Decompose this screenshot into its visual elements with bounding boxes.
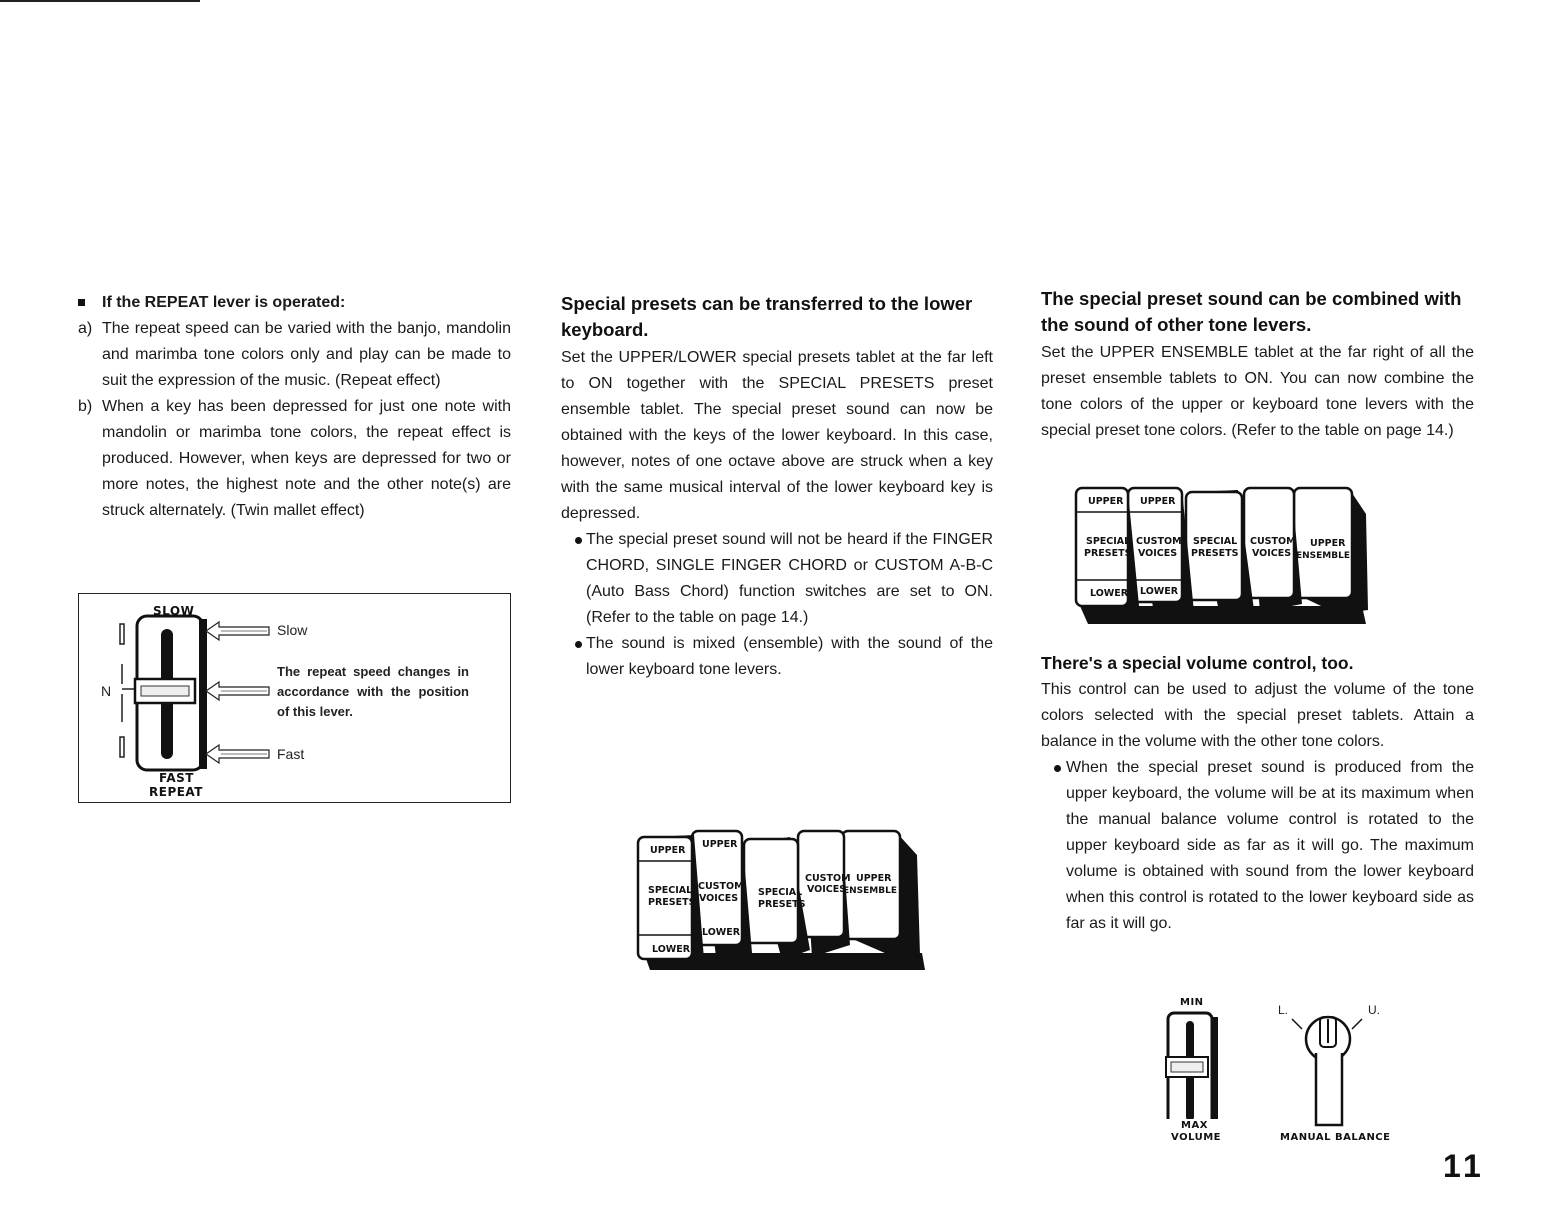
repeat-bottom-label: REPEAT [149, 785, 203, 799]
tablet-1-upper-label: UPPER [650, 845, 686, 856]
rt-tablet-3-special-label: SPECIAL [1193, 536, 1238, 547]
combined-sound-heading: The special preset sound can be combined with the sound of other tone levers. [1041, 288, 1462, 335]
tablet-4-custom-label: CUSTOM [805, 873, 851, 884]
middle-column [561, 291, 993, 683]
manual-balance-label: MANUAL BALANCE [1280, 1132, 1391, 1143]
middle-bullet-1 [561, 527, 993, 631]
tablet-3-special-label: SPECIAL [758, 887, 803, 898]
volume-control-heading: There's a special volume control, too. [1041, 653, 1354, 673]
combined-sound-paragraph: Set the UPPER ENSEMBLE tablet at the far right of all the preset ensemble tablets to ON. You can now combine the tone colors of the upper or keyboard tone levers with the special preset tone colors. (Refer to the table on page 14.) [1041, 344, 1474, 439]
tablet-3-presets-label: PRESETS [758, 899, 806, 910]
item-a-text: The repeat speed can be varied with the banjo, mandolin and marimba tone colors only and play can be made to suit the expression of the music. (Repeat effect) [102, 320, 511, 389]
rt-tablet-1-special-label: SPECIAL [1086, 536, 1131, 547]
volume-slider [1158, 1009, 1248, 1119]
slow-arrow-label: Slow [277, 622, 308, 638]
repeat-speed-description: The repeat speed changes in accordance with the position of this lever. [277, 664, 469, 719]
rt-tablet-1-presets-label: PRESETS [1084, 548, 1132, 559]
special-presets-paragraph: Set the UPPER/LOWER special presets tablet at the far left to ON together with the SPECIAL PRESETS preset ensemble tablet. The special preset sound can now be obtained with the keys of the lower keyboard. In this case, however, notes of one octave above are struck when a key with the same musical interval of the lower keyboard key is depressed. [561, 349, 993, 522]
bullet-dot-icon [1054, 765, 1061, 772]
preset-tablets-illustration-lower [632, 825, 927, 975]
tablet-2-custom-label: CUSTOM [698, 881, 744, 892]
slow-top-label: SLOW [153, 604, 195, 618]
rt-tablet-3-presets-label: PRESETS [1191, 548, 1239, 559]
rt-tablet-1-lower-label: LOWER [1090, 588, 1129, 599]
tablet-2-lower-label: LOWER [702, 927, 741, 938]
right-bullet-text: When the special preset sound is produced from the upper keyboard, the volume will be at its maximum when the manual balance volume control is rotated to the upper keyboard side as far as it will go. The maximum volume is obtained with sound from the lower keyboard when this control is rotated to the lower keyboard side as far as it will go. [1066, 759, 1474, 932]
rt-tablet-2-voices-label: VOICES [1138, 548, 1178, 559]
middle-bullet-1-text: The special preset sound will not be heard if the FINGER CHORD, SINGLE FINGER CHORD or CUSTOM A-B-C (Auto Bass Chord) function switches are set to ON. (Refer to the table on page 14.) [586, 531, 993, 626]
rt-tablet-2-upper-label: UPPER [1140, 496, 1176, 507]
tablet-1-lower-label: LOWER [652, 944, 691, 955]
middle-bullet-2-text: The sound is mixed (ensemble) with the sound of the lower keyboard tone levers. [586, 635, 993, 678]
l-label: L. [1278, 1003, 1289, 1017]
rt-tablet-2-custom-label: CUSTOM [1136, 536, 1182, 547]
volume-controls-illustration [1140, 995, 1400, 1155]
manual-balance-knob [1280, 1007, 1390, 1137]
repeat-heading-text: If the REPEAT lever is operated: [102, 294, 346, 311]
right-column-bottom [1041, 650, 1474, 937]
bullet-dot-icon [575, 641, 582, 648]
item-b-marker: b) [78, 398, 93, 415]
tablet-5-upper-label: UPPER [856, 873, 892, 884]
repeat-heading [78, 290, 511, 316]
rt-tablet-4-custom-label: CUSTOM [1250, 536, 1296, 547]
middle-bullet-2 [561, 631, 993, 683]
item-a [78, 316, 511, 394]
right-column-top [1041, 286, 1474, 444]
tablet-2-voices-label: VOICES [699, 893, 739, 904]
tablet-1-special-label: SPECIAL [648, 885, 693, 896]
item-b-text: When a key has been depressed for just one note with mandolin or marimba tone colors, the repeat effect is produced. However, when keys are depressed for two or more notes, the highest note and the other note(s) are struck alternately. (Twin mallet effect) [102, 398, 511, 519]
fast-bottom-label: FAST [159, 771, 194, 785]
tablet-4-voices-label: VOICES [807, 884, 847, 895]
repeat-lever-diagram [78, 593, 511, 803]
fast-arrow-label: Fast [277, 746, 305, 762]
item-a-marker: a) [78, 320, 93, 337]
volume-control-paragraph: This control can be used to adjust the volume of the tone colors selected with the special preset tablets. Attain a balance in the volume with the other tone colors. [1041, 681, 1474, 750]
tablet-1-presets-label: PRESETS [648, 897, 696, 908]
min-label: MIN [1180, 997, 1204, 1008]
rt-tablet-2-lower-label: LOWER [1140, 586, 1179, 597]
top-rule [0, 0, 200, 2]
special-presets-heading: Special presets can be transferred to the lower keyboard. [561, 293, 973, 340]
page-number: 11 [1443, 1148, 1485, 1184]
preset-tablets-illustration-upper [1070, 484, 1370, 634]
rt-tablet-4-voices-label: VOICES [1252, 548, 1292, 559]
u-label: U. [1368, 1003, 1380, 1017]
tablet-2-upper-label: UPPER [702, 839, 738, 850]
max-label: MAX [1181, 1120, 1208, 1131]
volume-label: VOLUME [1171, 1132, 1221, 1143]
bullet-dot-icon [575, 537, 582, 544]
right-bullet [1041, 755, 1474, 937]
rt-tablet-5-upper-label: UPPER [1310, 538, 1346, 549]
square-bullet-icon [78, 299, 85, 306]
left-column [78, 290, 511, 524]
rt-tablet-1-upper-label: UPPER [1088, 496, 1124, 507]
rt-tablet-5-ensemble-label: ENSEMBLE [1296, 551, 1351, 561]
tablet-5-ensemble-label: ENSEMBLE [843, 886, 898, 896]
n-label: N [101, 683, 112, 699]
item-b [78, 394, 511, 524]
